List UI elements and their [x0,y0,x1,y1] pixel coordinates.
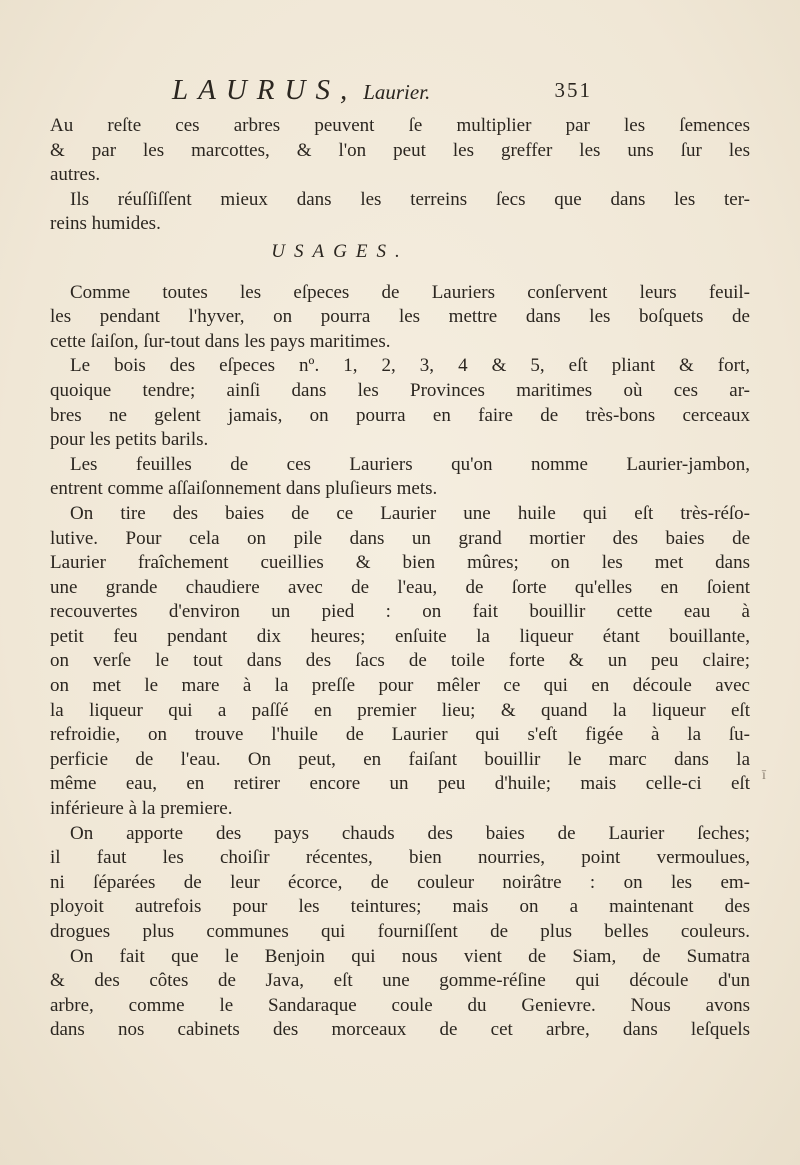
text-line: pour les petits barils. [50,429,209,451]
text-line: on met le mare à la preſſe pour mêler ce qui en découle avec [50,675,750,697]
text-line: Comme toutes les eſpeces de Lauriers conſervent leurs feuil- [70,281,750,303]
text-line: dans nos cabinets des morceaux de cet arbre, dans leſquels [50,1019,750,1041]
text-line: quoique tendre; ainſi dans les Provinces maritimes où ces ar- [50,379,750,401]
text-line: on verſe le tout dans des ſacs de toile forte & un peu claire; [50,650,750,672]
text-line: & des côtes de Java, eſt une gomme-réſine qui découle d'un [50,970,750,992]
text-line: arbre, comme le Sandaraque coule du Genievre. Nous avons [50,994,750,1016]
page-body [50,114,750,1043]
text-line: recouvertes d'environ un pied : on fait bouillir cette eau à [50,601,750,623]
header-genus: LAURUS, [172,74,358,106]
running-header [172,74,592,110]
section-heading: USAGES. [271,240,409,262]
page-number: 351 [554,78,592,102]
text-line: petit feu pendant dix heures; enſuite la liqueur étant bouillante, [50,625,750,647]
text-line: Ils réuſſiſſent mieux dans les terreins ſecs que dans les ter- [70,188,750,210]
text-line: refroidie, on trouve l'huile de Laurier qui s'eſt figée à la ſu- [50,724,750,746]
text-line: inférieure à la premiere. [50,798,233,820]
text-line: lutive. Pour cela on pile dans un grand mortier des baies de [50,527,750,549]
header-common-name: Laurier. [363,80,431,104]
text-line: Au reſte ces arbres peuvent ſe multiplier par les ſemences [50,115,750,136]
text-line: il faut les choiſir récentes, bien nourries, point vermoulues, [50,847,750,869]
text-line: & par les marcottes, & l'on peut les greffer les uns ſur les [50,139,750,161]
text-line: la liqueur qui a paſſé en premier lieu; & quand la liqueur eſt [50,699,750,721]
text-line: Le bois des eſpeces nº. 1, 2, 3, 4 & 5, eſt pliant & fort, [70,355,750,377]
text-line: On fait que le Benjoin qui nous vient de Siam, de Sumatra [70,945,750,967]
text-line: entrent comme aſſaiſonnement dans pluſieurs mets. [50,478,438,500]
text-line: les pendant l'hyver, on pourra les mettre dans les boſquets de [50,306,750,328]
text-line: cette ſaiſon, ſur-tout dans les pays maritimes. [50,330,391,352]
text-line: même eau, en retirer encore un peu d'huile; mais celle-ci eſt [50,773,750,795]
text-line: Les feuilles de ces Lauriers qu'on nomme Laurier-jambon, [70,453,750,475]
text-line: reins humides. [50,213,161,235]
text-line: drogues plus communes qui fourniſſent de plus belles couleurs. [50,921,750,942]
text-line: Laurier fraîchement cueillies & bien mûres; on les met dans [50,552,750,574]
text-line: On apporte des pays chauds des baies de Laurier ſeches; [70,822,750,844]
text-line: perficie de l'eau. On peut, en faiſant bouillir le marc dans la [50,748,750,770]
margin-mark: ī [762,768,766,783]
text-line: On tire des baies de ce Laurier une huile qui eſt très-réſo- [70,502,750,524]
text-line: une grande chaudiere avec de l'eau, de ſorte qu'elles en ſoient [50,576,750,598]
text-line: ni ſéparées de leur écorce, de couleur noirâtre : on les em- [50,871,750,893]
text-line: autres. [50,164,101,186]
text-line: bres ne gelent jamais, on pourra en faire de très-bons cerceaux [50,404,750,426]
text-line: ployoit autrefois pour les teintures; mais on a maintenant des [50,896,750,918]
